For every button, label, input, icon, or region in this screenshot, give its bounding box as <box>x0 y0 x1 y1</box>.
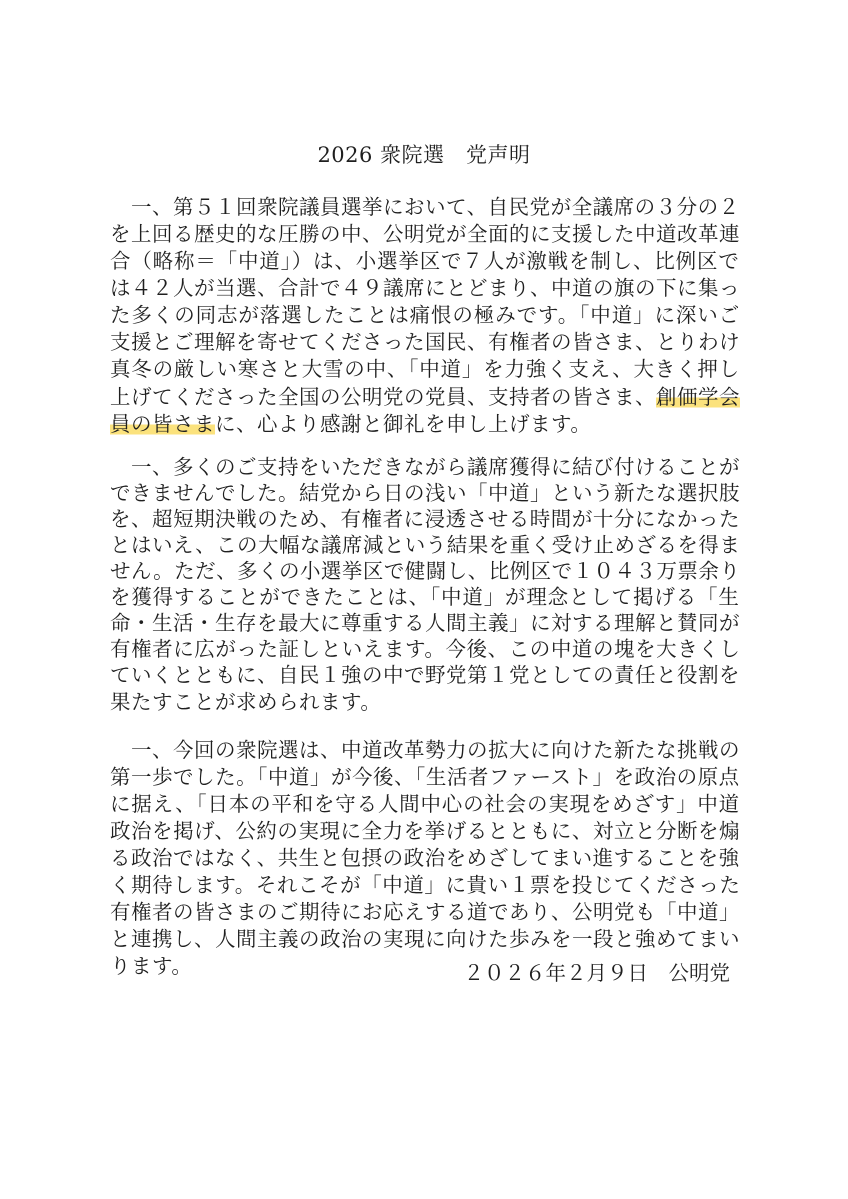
paragraph-2-line-8: 有権者に広がった証しといえます。今後、この中道の塊を大きくし <box>110 637 741 661</box>
highlighted-text: 創価学会 <box>656 385 740 409</box>
paragraph-2-line-3: を、超短期決戦のため、有権者に浸透させる時間が十分になかった <box>110 507 741 531</box>
statement-date-signature: ２０２６年２月９日 公明党 <box>463 961 730 985</box>
paragraph-1-line-2: を上回る歴史的な圧勝の中、公明党が全面的に支援した中道改革連 <box>110 222 740 246</box>
paragraph-3-line-4: 政治を掲げ、公約の実現に全力を挙げるとともに、対立と分断を煽 <box>110 819 741 843</box>
paragraph-1-line-8 <box>110 382 740 412</box>
paragraph-3-line-5: る政治ではなく、共生と包摂の政治をめざしてまい進することを強 <box>110 846 740 870</box>
paragraph-2-line-10: 果たすことが求められます。 <box>110 690 382 714</box>
paragraph-1-line-5: た多くの同志が落選したことは痛恨の極みです。「中道」に深いご <box>110 303 741 327</box>
paragraph-2-line-9: ていくとともに、自民１強の中で野党第１党としての責任と役割を <box>110 663 740 687</box>
paragraph-2-line-6: を獲得することができたことは、「中道」が理念として掲げる「生 <box>110 585 740 609</box>
paragraph-3-line-3: に据え、「日本の平和を守る人間中心の社会の実現をめざす」中道 <box>110 792 740 816</box>
statement-title: 2026 衆院選 党声明 <box>317 143 531 167</box>
paragraph-2-line-5: せん。ただ、多くの小選挙区で健闘し、比例区で１０４３万票余り <box>110 559 741 583</box>
paragraph-1-line-1: 一、第５１回衆院議員選挙において、自民党が全議席の３分の２ <box>110 195 740 219</box>
paragraph-3-line-9: ります。 <box>110 954 193 978</box>
paragraph-3-line-1: 一、今回の衆院選は、中道改革勢力の拡大に向けた新たな挑戦の <box>110 738 740 762</box>
paragraph-1-line-4: は４２人が当選、合計で４９議席にとどまり、中道の旗の下に集っ <box>110 276 740 300</box>
paragraph-1-line-8-text: 上げてくださった全国の公明党の党員、支持者の皆さま、 <box>110 385 656 409</box>
paragraph-1-line-6: 支援とご理解を寄せてくださった国民、有権者の皆さま、とりわけ <box>110 330 740 354</box>
paragraph-2-line-2: できませんでした。結党から日の浅い「中道」という新たな選択肢 <box>110 481 740 505</box>
paragraph-2-line-4: とはいえ、この大幅な議席減という結果を重く受け止めざるを得ま <box>110 533 741 557</box>
paragraph-1-line-9 <box>110 409 591 439</box>
paragraph-1-line-7: 真冬の厳しい寒さと大雪の中、「中道」を力強く支え、大きく押し <box>110 357 740 381</box>
paragraph-2-line-7: 命・生活・生存を最大に尊重する人間主義」に対する理解と賛同が <box>110 611 740 635</box>
highlighted-text: 員の皆さま <box>110 412 215 436</box>
paragraph-3-line-8: と連携し、人間主義の政治の実現に向けた歩みを一段と強めてまい <box>110 927 740 951</box>
paragraph-1-line-3: 合（略称＝「中道」）は、小選挙区で７人が激戦を制し、比例区で <box>110 249 740 273</box>
paragraph-1-line-9-text: に、心より感謝と御礼を申し上げます。 <box>215 412 592 436</box>
paragraph-3-line-7: 有権者の皆さまのご期待にお応えする道であり、公明党も「中道」 <box>110 900 740 924</box>
paragraph-3-line-2: 第一歩でした。「中道」が今後、「生活者ファースト」を政治の原点 <box>110 765 740 789</box>
paragraph-2-line-1: 一、多くのご支持をいただきながら議席獲得に結び付けることが <box>110 455 740 479</box>
paragraph-3-line-6: く期待します。それこそが「中道」に貴い１票を投じてくださった <box>110 873 741 897</box>
